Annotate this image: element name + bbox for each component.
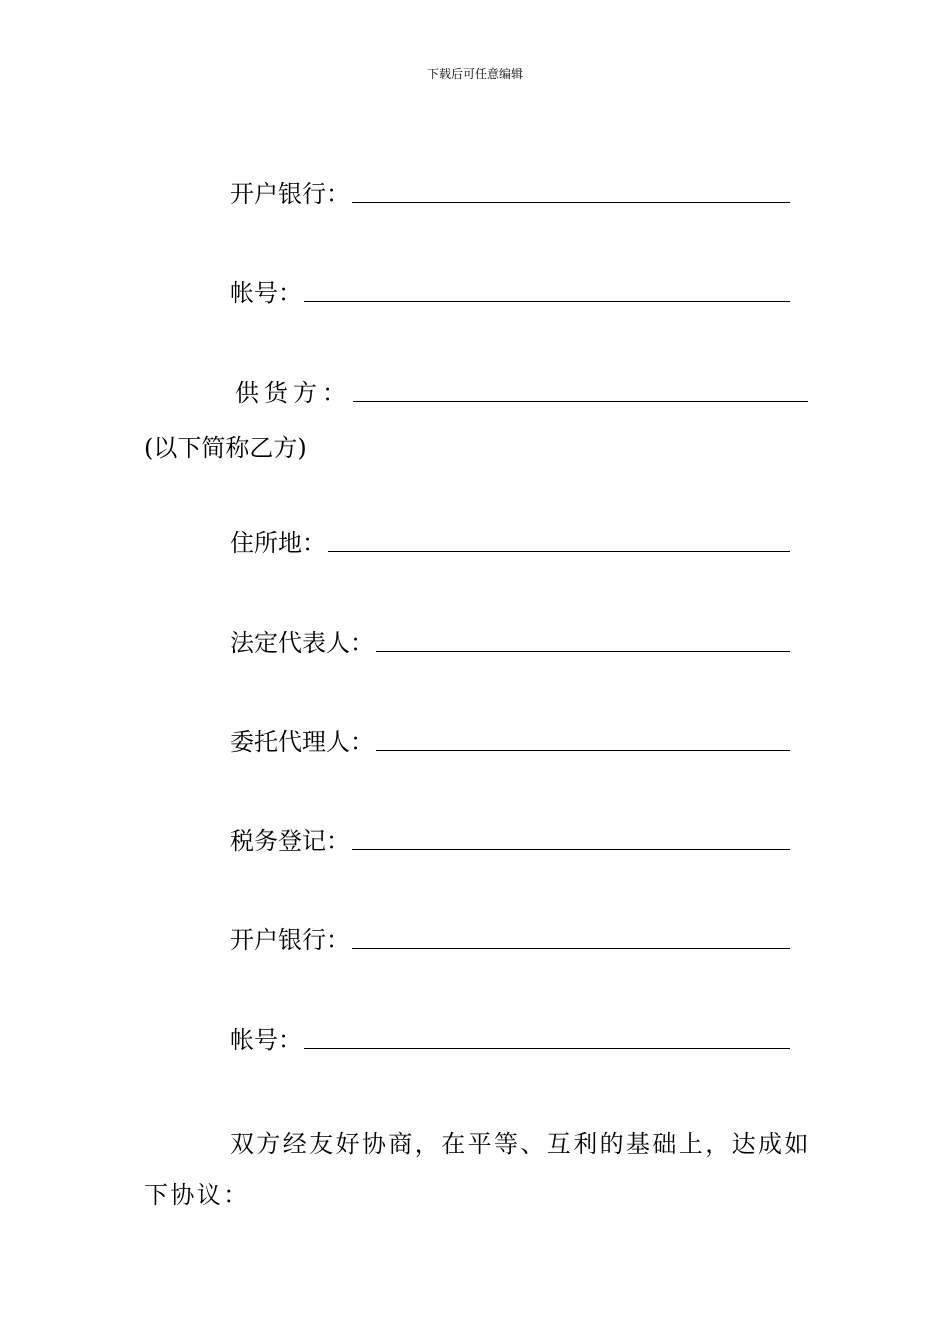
bank-label: 开户银行：: [230, 926, 350, 954]
account-blank-line[interactable]: [304, 1018, 790, 1049]
address-blank-line[interactable]: [328, 521, 790, 552]
tax-field: [230, 820, 790, 860]
bank-label: 开户银行：: [230, 180, 350, 208]
legal-rep-field: [230, 622, 790, 662]
supplier-blank-line[interactable]: [353, 371, 808, 402]
page-header: 下载后可任意编辑: [426, 67, 523, 81]
account-label: 帐号：: [230, 1026, 302, 1054]
supplier-label: 供货方：: [235, 379, 351, 407]
tax-label: 税务登记：: [230, 827, 350, 855]
legal-rep-blank-line[interactable]: [376, 621, 790, 652]
agent-label: 委托代理人：: [230, 728, 374, 756]
account-field-b: [230, 1019, 790, 1059]
legal-rep-label: 法定代表人：: [230, 629, 374, 657]
bank-field-b: [230, 919, 790, 959]
agreement-line-2: 下协议：: [144, 1181, 250, 1209]
agent-field: [230, 721, 790, 761]
bank-blank-line[interactable]: [352, 918, 790, 949]
bank-blank-line[interactable]: [352, 172, 790, 203]
supplier-abbreviation: (以下简称乙方): [144, 434, 307, 462]
bank-field-a: [230, 173, 790, 213]
address-field: [230, 522, 790, 562]
tax-blank-line[interactable]: [352, 819, 790, 850]
agreement-line-1: 双方经友好协商，在平等、互利的基础上，达成如: [230, 1130, 811, 1158]
agent-blank-line[interactable]: [376, 720, 790, 751]
account-field-a: [230, 272, 790, 312]
supplier-field: [230, 372, 808, 412]
address-label: 住所地：: [230, 529, 326, 557]
account-blank-line[interactable]: [304, 271, 790, 302]
account-label: 帐号：: [230, 279, 302, 307]
